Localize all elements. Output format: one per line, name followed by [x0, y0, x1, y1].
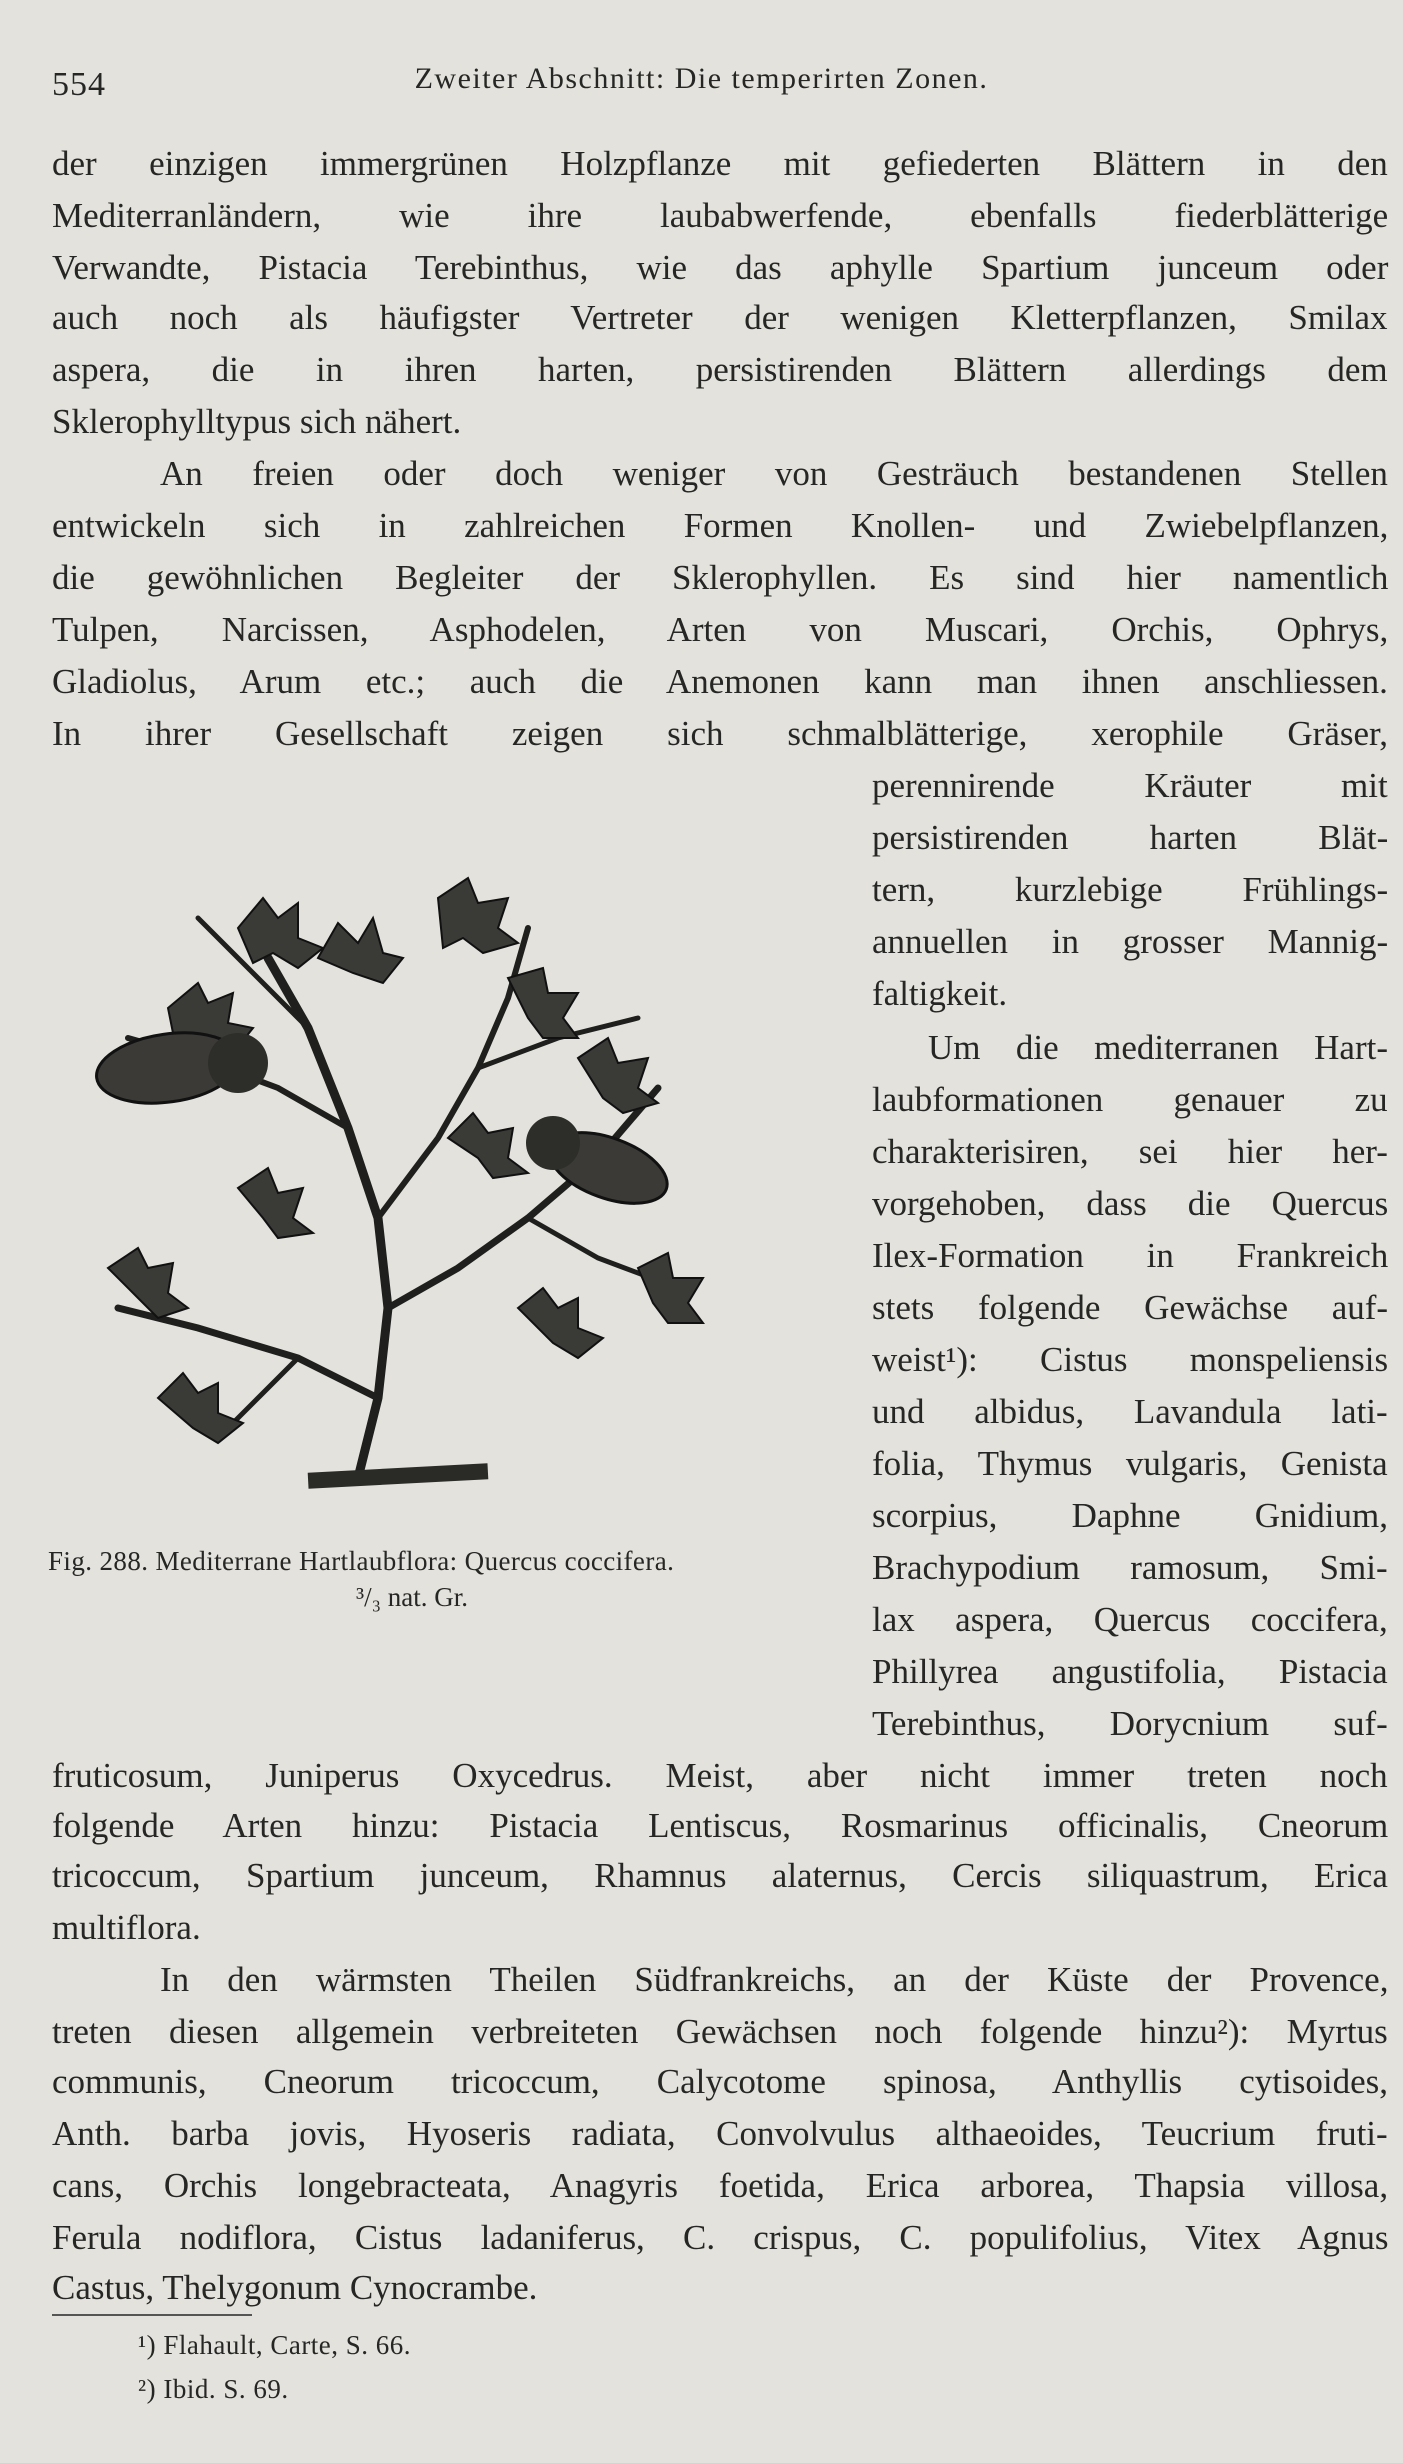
body-line: Terebinthus, Dorycnium suf- [872, 1704, 1388, 1743]
page-number: 554 [52, 66, 106, 103]
body-line: persistirenden harten Blät- [872, 818, 1389, 857]
body-line: Ilex-Formation in Frankreich [872, 1236, 1389, 1275]
body-line: und albidus, Lavandula lati- [872, 1392, 1388, 1431]
body-line: Brachypodium ramosum, Smi- [872, 1548, 1388, 1587]
body-line: communis, Cneorum tricoccum, Calycotome spinosa, Anthyllis cytisoides, [52, 2062, 1388, 2101]
quercus-coccifera-illustration [78, 838, 798, 1518]
body-line: tricoccum, Spartium junceum, Rhamnus alaternus, Cercis siliquastrum, Erica [52, 1856, 1388, 1895]
body-line: der einzigen immergrünen Holzpflanze mit gefiederten Blättern in den [52, 144, 1388, 183]
body-line: laubformationen genauer zu [872, 1080, 1388, 1119]
body-line: perennirende Kräuter mit [872, 766, 1388, 805]
body-line: In ihrer Gesellschaft zeigen sich schmalblätterige, xerophile Gräser, [52, 714, 1389, 753]
body-line: aspera, die in ihren harten, persistirenden Blättern allerdings dem [52, 350, 1388, 389]
body-line: Um die mediterranen Hart- [928, 1028, 1388, 1067]
figure-caption: Fig. 288. Mediterrane Hartlaubflora: Quercus coccifera. [48, 1546, 675, 1576]
body-line: Anth. barba jovis, Hyoseris radiata, Convolvulus althaeoides, Teucrium fruti- [52, 2114, 1388, 2153]
body-line: In den wärmsten Theilen Südfrankreichs, an der Küste der Provence, [160, 1960, 1389, 1999]
body-line: Phillyrea angustifolia, Pistacia [872, 1652, 1388, 1691]
footnote-1: ¹) Flahault, Carte, S. 66. [138, 2330, 412, 2360]
body-line: fruticosum, Juniperus Oxycedrus. Meist, aber nicht immer treten noch [52, 1756, 1388, 1795]
body-line: Verwandte, Pistacia Terebinthus, wie das aphylle Spartium junceum oder [52, 248, 1389, 287]
body-line: charakterisiren, sei hier her- [872, 1132, 1388, 1171]
body-line: annuellen in grosser Mannig- [872, 922, 1389, 961]
body-line: lax aspera, Quercus coccifera, [872, 1600, 1388, 1639]
body-line: entwickeln sich in zahlreichen Formen Knollen- und Zwiebelpflanzen, [52, 506, 1389, 545]
footnote-rule [52, 2314, 252, 2316]
figure-scale: ³/₃ nat. Gr. [356, 1582, 468, 1612]
body-line: Gladiolus, Arum etc.; auch die Anemonen kann man ihnen anschliessen. [52, 662, 1388, 701]
running-title: Zweiter Abschnitt: Die temperirten Zonen. [414, 62, 989, 95]
body-line: cans, Orchis longebracteata, Anagyris foetida, Erica arborea, Thapsia villosa, [52, 2166, 1389, 2205]
body-line: die gewöhnlichen Begleiter der Sklerophyllen. Es sind hier namentlich [52, 558, 1389, 597]
footnote-2: ²) Ibid. S. 69. [138, 2374, 289, 2404]
body-line: folgende Arten hinzu: Pistacia Lentiscus, Rosmarinus officinalis, Cneorum [52, 1806, 1389, 1845]
body-line: auch noch als häufigster Vertreter der wenigen Kletterpflanzen, Smilax [52, 298, 1388, 337]
body-line: vorgehoben, dass die Quercus [872, 1184, 1389, 1223]
body-line: scorpius, Daphne Gnidium, [872, 1496, 1388, 1535]
body-line: Sklerophylltypus sich nähert. [52, 402, 462, 441]
body-line: faltigkeit. [872, 974, 1008, 1013]
body-line: tern, kurzlebige Frühlings- [872, 870, 1389, 909]
body-line: treten diesen allgemein verbreiteten Gewächsen noch folgende hinzu²): Myrtus [52, 2012, 1388, 2051]
body-line: Castus, Thelygonum Cynocrambe. [52, 2268, 538, 2307]
body-line: multiflora. [52, 1908, 201, 1947]
body-line: Ferula nodiflora, Cistus ladaniferus, C. crispus, C. populifolius, Vitex Agnus [52, 2218, 1389, 2257]
body-line: Mediterranländern, wie ihre laubabwerfende, ebenfalls fiederblätterige [52, 196, 1389, 235]
body-line: Tulpen, Narcissen, Asphodelen, Arten von Muscari, Orchis, Ophrys, [52, 610, 1389, 649]
body-line: weist¹): Cistus monspeliensis [872, 1340, 1389, 1379]
body-line: An freien oder doch weniger von Gesträuch bestandenen Stellen [160, 454, 1388, 493]
body-line: stets folgende Gewächse auf- [872, 1288, 1389, 1327]
body-line: folia, Thymus vulgaris, Genista [872, 1444, 1388, 1483]
